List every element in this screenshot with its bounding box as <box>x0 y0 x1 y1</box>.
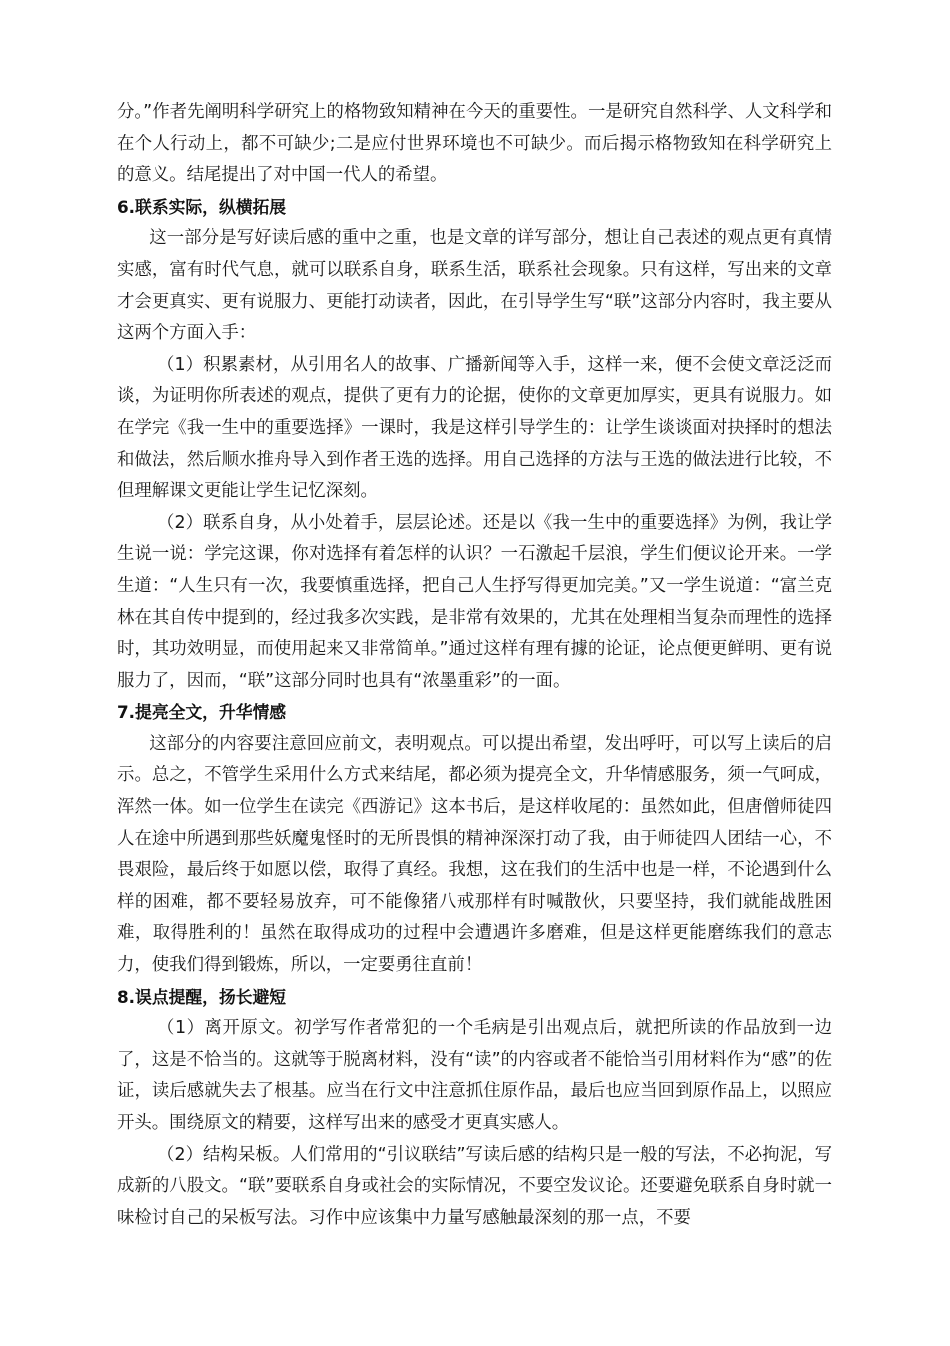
section-heading-8: 8.误点提醒，扬长避短 <box>117 986 287 1007</box>
paragraph-6-item-2: （2）联系自身，从小处着手，层层论述。还是以《我一生中的重要选择》为例，我让学生说一说：学完这课，你对选择有着怎样的认识？一石激起千层浪，学生们便议论开来。一学生道：“人生只有一次，我要慎重选择，把自己人生抒写得更加完美。”又一学生说道：“富兰克林在其自传中提到的，经过我多次实践，是非常有效果的，尤其在处理相当复杂而理性的选择时，其功效明显，而使用起来又非常简单。”通过这样有理有據的论证，论点便更鲜明、更有说服力了，因而，“联”这部分同时也具有“浓墨重彩”的一面。 <box>117 512 832 691</box>
paragraph-6-intro: 这一部分是写好读后感的重中之重，也是文章的详写部分，想让自己表述的观点更有真情实感，富有时代气息，就可以联系自身，联系生活，联系社会现象。只有这样，写出来的文章才会更真实、更有说服力、更能打动读者，因此，在引导学生写“联”这部分内容时，我主要从这两个方面入手： <box>117 228 832 344</box>
section-heading-6: 6.联系实际，纵横拓展 <box>117 196 287 217</box>
paragraph-8-item-2: （2）结构呆板。人们常用的“引议联结”写读后感的结构只是一般的写法，不必拘泥，写成新的八股文。“联”要联系自身或社会的实际情况，不要空发议论。还要避免联系自身时就一味检讨自己的呆板写法。习作中应该集中力量写感触最深刻的那一点，不要 <box>117 1144 832 1228</box>
paragraph-8-item-1: （1）离开原文。初学写作者常犯的一个毛病是引出观点后，就把所读的作品放到一边了，这是不恰当的。这就等于脱离材料，没有“读”的内容或者不能恰当引用材料作为“感”的佐证，读后感就失去了根基。应当在行文中注意抓住原作品，最后也应当回到原作品上，以照应开头。围绕原文的精要，这样写出来的感受才更真实感人。 <box>117 1018 832 1133</box>
paragraph-intro: 分。”作者先阐明科学研究上的格物致知精神在今天的重要性。一是研究自然科学、人文科学和在个人行动上，都不可缺少;二是应付世界环境也不可缺少。而后揭示格物致知在科学研究上的意义。结尾提出了对中国一代人的希望。 <box>117 102 832 186</box>
document-page <box>117 97 832 1234</box>
paragraph-6-item-1: （1）积累素材，从引用名人的故事、广播新闻等入手，这样一来，便不会使文章泛泛而谈，为证明你所表述的观点，提供了更有力的论据，使你的文章更加厚实，更具有说服力。如在学完《我一生中的重要选择》一课时，我是这样引导学生的：让学生谈谈面对抉择时的想法和做法，然后顺水推舟导入到作者王选的选择。用自己选择的方法与王选的做法进行比较，不但理解课文更能让学生记忆深刻。 <box>117 354 832 502</box>
section-heading-7: 7.提亮全文，升华情感 <box>117 702 287 723</box>
paragraph-7: 这部分的内容要注意回应前文，表明观点。可以提出希望，发出呼吁，可以写上读后的启示。总之，不管学生采用什么方式来结尾，都必须为提亮全文，升华情感服务，须一气呵成，浑然一体。如一位学生在读完《西游记》这本书后，是这样收尾的：虽然如此，但唐僧师徒四人在途中所遇到那些妖魔鬼怪时的无所畏惧的精神深深打动了我，由于师徒四人团结一心，不畏艰险，最后终于如愿以偿，取得了真经。我想，这在我们的生活中也是一样，不论遇到什么样的困难，都不要轻易放弃，可不能像猪八戒那样有时喊散伙，只要坚持，我们就能战胜困难，取得胜利的！虽然在取得成功的过程中会遭遇许多磨难，但是这样更能磨练我们的意志力，使我们得到锻炼，所以，一定要勇往直前！ <box>117 733 832 976</box>
